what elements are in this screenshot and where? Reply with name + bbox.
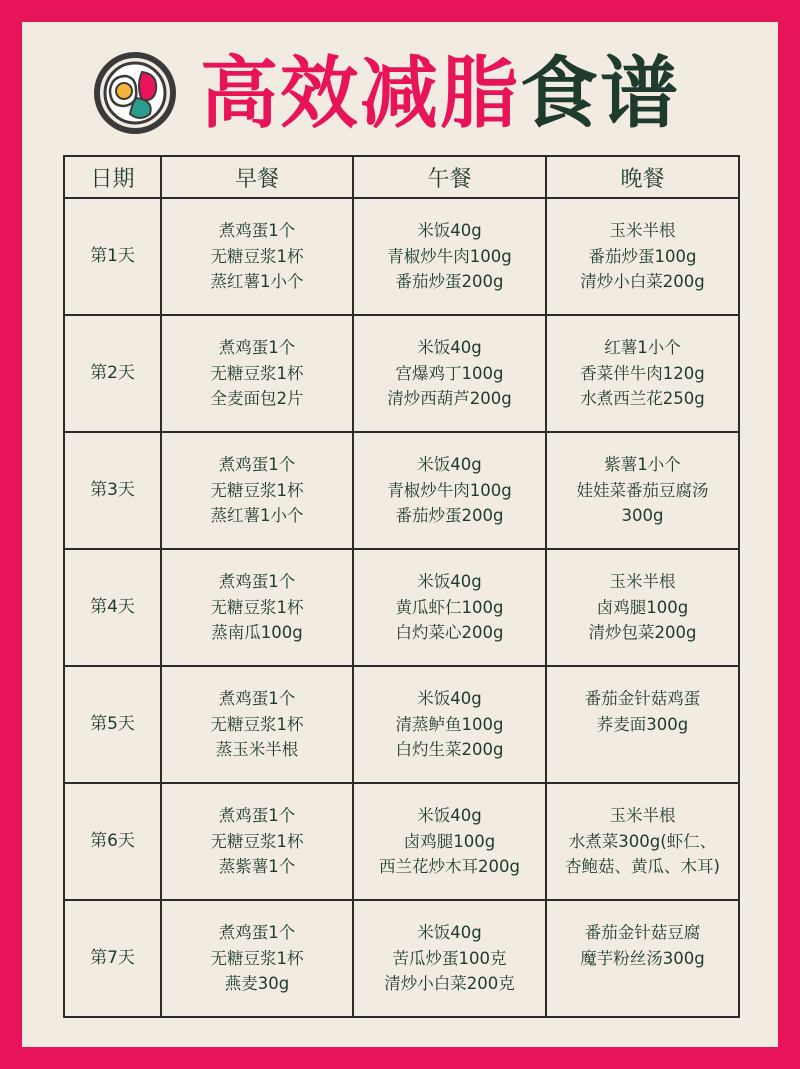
dinner-cell: [546, 198, 739, 315]
day-label: 第2天: [64, 315, 161, 432]
dinner-item: 水煮菜300g(虾仁、: [568, 831, 717, 851]
lunch-item: 西兰花炒木耳200g: [379, 857, 520, 876]
lunch-cell: [353, 198, 546, 315]
table-row: [64, 198, 739, 315]
lunch-cell: [353, 900, 546, 1017]
lunch-item: 米饭40g: [417, 923, 482, 942]
lunch-item: 米饭40g: [417, 455, 482, 474]
dinner-item: 番茄金针菇鸡蛋: [584, 689, 701, 708]
lunch-item: 米饭40g: [417, 572, 482, 591]
dinner-item: 清炒小白菜200g: [580, 272, 705, 291]
lunch-cell: [353, 549, 546, 666]
title-suffix: 食谱: [520, 49, 681, 139]
lunch-item: 清炒西葫芦200g: [387, 389, 512, 408]
breakfast-cell: [161, 549, 353, 666]
breakfast-item: 无糖豆浆1杯: [210, 363, 304, 383]
poster: [22, 22, 778, 1047]
dinner-cell: [546, 432, 739, 549]
day-label: 第7天: [64, 900, 161, 1017]
title-highlight: 高效减脂: [200, 49, 521, 139]
dinner-item: 卤鸡腿100g: [596, 597, 689, 617]
day-label: 第1天: [64, 198, 161, 315]
breakfast-item: 煮鸡蛋1个: [218, 221, 296, 240]
dinner-item: 荞麦面300g: [596, 714, 689, 734]
breakfast-item: 燕麦30g: [224, 974, 290, 993]
lunch-item: 青椒炒牛肉100g: [387, 480, 512, 500]
table-row: [64, 315, 739, 432]
dinner-item: 杏鲍菇、黄瓜、木耳): [565, 857, 720, 876]
breakfast-item: 煮鸡蛋1个: [218, 455, 296, 474]
lunch-item: 宫爆鸡丁100g: [395, 363, 504, 383]
dinner-item: 娃娃菜番茄豆腐汤: [576, 480, 709, 500]
dinner-item: 香菜伴牛肉120g: [580, 363, 705, 383]
lunch-item: 清蒸鲈鱼100g: [395, 714, 504, 734]
dinner-item: 魔芋粉丝汤300g: [580, 948, 705, 968]
dinner-cell: [546, 900, 739, 1017]
dinner-item: 玉米半根: [609, 572, 676, 591]
dinner-item: 番茄金针菇豆腐: [584, 923, 701, 942]
fried-egg-plate-icon: [92, 50, 178, 136]
breakfast-item: 无糖豆浆1杯: [210, 597, 304, 617]
lunch-item: 黄瓜虾仁100g: [395, 597, 504, 617]
lunch-item: 卤鸡腿100g: [403, 831, 496, 851]
day-label: 第4天: [64, 549, 161, 666]
dinner-item: 番茄炒蛋100g: [588, 246, 697, 266]
day-label: 第6天: [64, 783, 161, 900]
lunch-item: 青椒炒牛肉100g: [387, 246, 512, 266]
meal-plan-table: [63, 155, 740, 1018]
table-row: [64, 432, 739, 549]
breakfast-item: 无糖豆浆1杯: [210, 948, 304, 968]
lunch-cell: [353, 432, 546, 549]
dinner-cell: [546, 666, 739, 783]
table-header-row: [64, 156, 739, 198]
lunch-item: 白灼生菜200g: [395, 740, 504, 759]
dinner-cell: [546, 315, 739, 432]
dinner-item: 300g: [621, 506, 664, 525]
column-header-lunch: 午餐: [353, 156, 546, 198]
breakfast-item: 蒸玉米半根: [215, 740, 299, 759]
dinner-item: 水煮西兰花250g: [580, 389, 705, 408]
table-row: [64, 900, 739, 1017]
lunch-item: 白灼菜心200g: [395, 623, 504, 642]
breakfast-cell: [161, 315, 353, 432]
lunch-item: 番茄炒蛋200g: [395, 506, 504, 525]
breakfast-item: 煮鸡蛋1个: [218, 572, 296, 591]
breakfast-cell: [161, 666, 353, 783]
dinner-cell: [546, 783, 739, 900]
lunch-cell: [353, 666, 546, 783]
lunch-item: 米饭40g: [417, 221, 482, 240]
dinner-item: 清炒包菜200g: [588, 623, 697, 642]
breakfast-item: 煮鸡蛋1个: [218, 806, 296, 825]
dinner-cell: [546, 549, 739, 666]
column-header-breakfast: 早餐: [161, 156, 353, 198]
lunch-cell: [353, 315, 546, 432]
dinner-item: 红薯1小个: [604, 338, 681, 357]
lunch-item: 米饭40g: [417, 689, 482, 708]
breakfast-item: 无糖豆浆1杯: [210, 714, 304, 734]
lunch-item: 米饭40g: [417, 338, 482, 357]
dinner-item: 玉米半根: [609, 806, 676, 825]
column-header-dinner: 晚餐: [546, 156, 739, 198]
breakfast-cell: [161, 432, 353, 549]
lunch-item: 苦瓜炒蛋100克: [392, 948, 507, 968]
lunch-item: 清炒小白菜200克: [384, 974, 515, 993]
lunch-cell: [353, 783, 546, 900]
table-row: [64, 783, 739, 900]
breakfast-cell: [161, 198, 353, 315]
column-header-date: 日期: [64, 156, 161, 198]
breakfast-item: 蒸红薯1小个: [210, 506, 304, 525]
breakfast-item: 无糖豆浆1杯: [210, 831, 304, 851]
day-label: 第5天: [64, 666, 161, 783]
breakfast-item: 蒸紫薯1个: [218, 857, 296, 876]
lunch-item: 米饭40g: [417, 806, 482, 825]
breakfast-item: 蒸南瓜100g: [211, 623, 303, 642]
lunch-item: 番茄炒蛋200g: [395, 272, 504, 291]
breakfast-item: 全麦面包2片: [210, 389, 304, 408]
day-label: 第3天: [64, 432, 161, 549]
breakfast-item: 煮鸡蛋1个: [218, 338, 296, 357]
dinner-item: 紫薯1小个: [604, 455, 681, 474]
table-row: [64, 666, 739, 783]
breakfast-item: 无糖豆浆1杯: [210, 480, 304, 500]
breakfast-item: 蒸红薯1小个: [210, 272, 304, 291]
breakfast-cell: [161, 900, 353, 1017]
table-row: [64, 549, 739, 666]
breakfast-item: 煮鸡蛋1个: [218, 689, 296, 708]
breakfast-item: 无糖豆浆1杯: [210, 246, 304, 266]
page-title: [200, 44, 680, 144]
breakfast-item: 煮鸡蛋1个: [218, 923, 296, 942]
dinner-item: 玉米半根: [609, 221, 676, 240]
breakfast-cell: [161, 783, 353, 900]
header: [22, 22, 778, 152]
